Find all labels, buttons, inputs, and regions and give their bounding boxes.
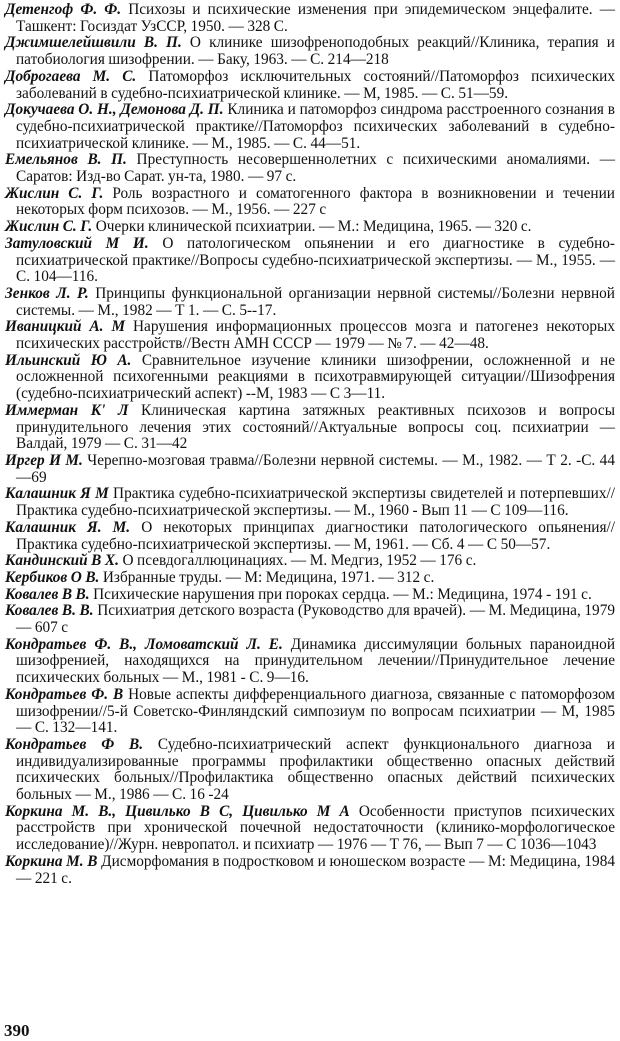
- bibliography-entry: [5, 553, 615, 570]
- entry-text: О некоторых принципах диагностики патологического опьянения//Практика судебно-психиатрической экспертизы. — М, 1961. — Сб. 4 — С 50—57.: [16, 518, 615, 553]
- entry-text: Практика судебно-психиатрической экспертизы свидетелей и потерпевших//Практика судебно-психиатрической экспертизы. — М., 1960 - Вып 11 — С 109—116.: [16, 485, 615, 520]
- bibliography-entry: [5, 69, 615, 102]
- entry-text: Особенности приступов психических расстройств при хронической почечной недостаточности (клинико-морфологическое исследование)//Журн. невропатол. и психиатр — 1976 — Т 76, — Вып 7 — С 1036—1043: [16, 802, 615, 854]
- bibliography-entry: [5, 854, 615, 887]
- entry-text: О клинике шизофреноподобных реакций//Клиника, терапия и патобиология шизофрении. — Баку, 1963. — С. 214—218: [16, 34, 615, 69]
- bibliography-entry: [5, 102, 615, 152]
- entry-text: Клиника и патоморфоз синдрома расстроенного сознания в судебно-психиатрической практике//Патоморфоз психических заболеваний в судебно-психиатрической клинике. — М., 1985. — С. 44—51.: [16, 101, 615, 152]
- entry-author: Коркина М. В., Цивилько В С, Цивилько М А: [5, 802, 350, 820]
- bibliography-list: [5, 2, 615, 887]
- entry-text: Преступность несовершеннолетних с психическими аномалиями. — Саратов: Изд-во Сарат. ун-та, 1980. — 97 с.: [16, 151, 615, 186]
- entry-text: О патологическом опьянении и его диагностике в судебно-психиатрической практике//Вопросы судебно-психиатрической экспертизы. — М., 1955. — С. 104—116.: [16, 234, 616, 286]
- entry-author: Жислин С. Г.: [5, 184, 104, 202]
- bibliography-entry: [5, 637, 615, 687]
- entry-author: Кондратьев Ф. В: [5, 685, 124, 703]
- bibliography-entry: [5, 219, 615, 236]
- bibliography-entry: [5, 319, 615, 352]
- bibliography-entry: [5, 453, 615, 486]
- entry-text: Черепно-мозговая травма//Болезни нервной системы. — М., 1982. — Т 2. -С. 44—69: [16, 451, 615, 486]
- bibliography-entry: [5, 353, 615, 403]
- entry-author: Иммерман К' Л: [5, 401, 129, 419]
- bibliography-entry: [5, 152, 615, 185]
- entry-author: Калашник Я М: [5, 485, 109, 503]
- page-number: 390: [4, 1021, 30, 1040]
- entry-author: Детенгоф Ф. Ф.: [5, 1, 122, 18]
- entry-author: Кербиков О В.: [5, 568, 100, 586]
- entry-author: Кандинский В Х.: [5, 552, 119, 570]
- entry-author: Зенков Л. Р.: [5, 284, 89, 302]
- bibliography-entry: [5, 603, 615, 636]
- bibliography-entry: [5, 520, 615, 553]
- bibliography-entry: [5, 2, 615, 35]
- entry-author: Джимшелейшвили В. П.: [5, 34, 182, 52]
- entry-text: Дисморфомания в подростковом и юношеском возрасте — М: Медицина, 1984 — 221 с.: [16, 852, 615, 887]
- bibliography-entry: [5, 570, 615, 587]
- entry-author: Калашник Я. М.: [5, 518, 131, 536]
- entry-text: Новые аспекты дифференциального диагноза, связанные с патоморфозом шизофрении//5-й Советско-Финляндский симпозиум по вопросам психиатрии — М, 1985 — С. 132—141.: [16, 685, 615, 737]
- entry-text: Избранные труды. — М: Медицина, 1971. — 312 с.: [99, 568, 435, 586]
- entry-author: Иргер И М.: [5, 451, 83, 469]
- entry-text: Динамика диссимуляции больных параноидной шизофренией, находящихся на принудительном лечении//Принудительное лечение психических больных — М., 1981 - С. 9—16.: [16, 635, 616, 687]
- entry-author: Кондратьев Ф В.: [5, 735, 144, 753]
- entry-text: Нарушения информационных процессов мозга и патогенез некоторых психических расстройств//Вестн АМН СССР — 1979 — № 7. — 42—48.: [16, 318, 615, 353]
- bibliography-entry: [5, 286, 615, 319]
- entry-author: Жислин С. Г.: [5, 218, 93, 236]
- entry-author: Коркина М. В: [5, 852, 98, 870]
- bibliography-entry: [5, 236, 615, 286]
- entry-text: Психические нарушения при пороках сердца. — М.: Медицина, 1974 - 191 с.: [89, 585, 592, 603]
- entry-author: Ильинский Ю А.: [5, 351, 132, 369]
- entry-author: Емельянов В. П.: [5, 151, 127, 169]
- bibliography-entry: [5, 687, 615, 737]
- bibliography-entry: [5, 403, 615, 453]
- entry-text: Роль возрастного и соматогенного фактора в возникновении и течении некоторых форм психозов. — М., 1956. — 227 с: [16, 184, 615, 219]
- entry-text: Сравнительное изучение клиники шизофрении, осложненной и не осложненной психогенными реакциями в психотравмирующей ситуации//Шизофрения (судебно-психиатрический аспект) --М, 1983 — С 3—11.: [16, 351, 615, 403]
- entry-author: Докучаева О. Н., Демонова Д. П.: [5, 101, 224, 119]
- bibliography-entry: [5, 737, 615, 804]
- entry-author: Кондратьев Ф. В., Ломоватский Л. Е.: [5, 635, 283, 653]
- entry-author: Ковалев В. В.: [5, 602, 94, 620]
- bibliography-entry: [5, 35, 615, 68]
- bibliography-entry: [5, 186, 615, 219]
- entry-text: Очерки клинической психиатрии. — М.: Медицина, 1965. — 320 с.: [92, 218, 532, 236]
- entry-author: Иваницкий А. М: [5, 318, 126, 336]
- entry-text: Психозы и психические изменения при эпидемическом энцефалите. — Ташкент: Госиздат УзССР, 1950. — 328 С.: [16, 1, 615, 35]
- entry-author: Ковалев В В.: [5, 585, 90, 603]
- entry-text: О псевдогаллюцинациях. — М. Медгиз, 1952 — 176 с.: [118, 552, 477, 570]
- entry-text: Патоморфоз исключительных состояний//Патоморфоз психических заболеваний в судебно-психиатрической клинике. — М, 1985. — С. 51—59.: [16, 67, 615, 102]
- entry-text: Принципы функциональной организации нервной системы//Болезни нервной системы. — М., 1982 — Т 1. — С. 5--17.: [16, 284, 615, 319]
- entry-author: Затуловский М И.: [5, 234, 149, 252]
- entry-text: Клиническая картина затяжных реактивных психозов и вопросы принудительного лечения этих состояний//Актуальные вопросы соц. психиатрии — Валдай, 1979 — С. 31—42: [16, 401, 615, 453]
- entry-text: Психиатрия детского возраста (Руководство для врачей). — М. Медицина, 1979 — 607 с: [16, 602, 615, 637]
- bibliography-entry: [5, 804, 615, 854]
- entry-text: Судебно-психиатрический аспект функционального диагноза и индивидуализированные программы профилактики общественно опасных действий психических больных//Профилактика общественно опасных действий психических больных — М., 1986 — С. 16 -24: [16, 735, 615, 804]
- entry-author: Доброгаева М. С.: [5, 67, 137, 85]
- bibliography-entry: [5, 587, 615, 604]
- bibliography-entry: [5, 486, 615, 519]
